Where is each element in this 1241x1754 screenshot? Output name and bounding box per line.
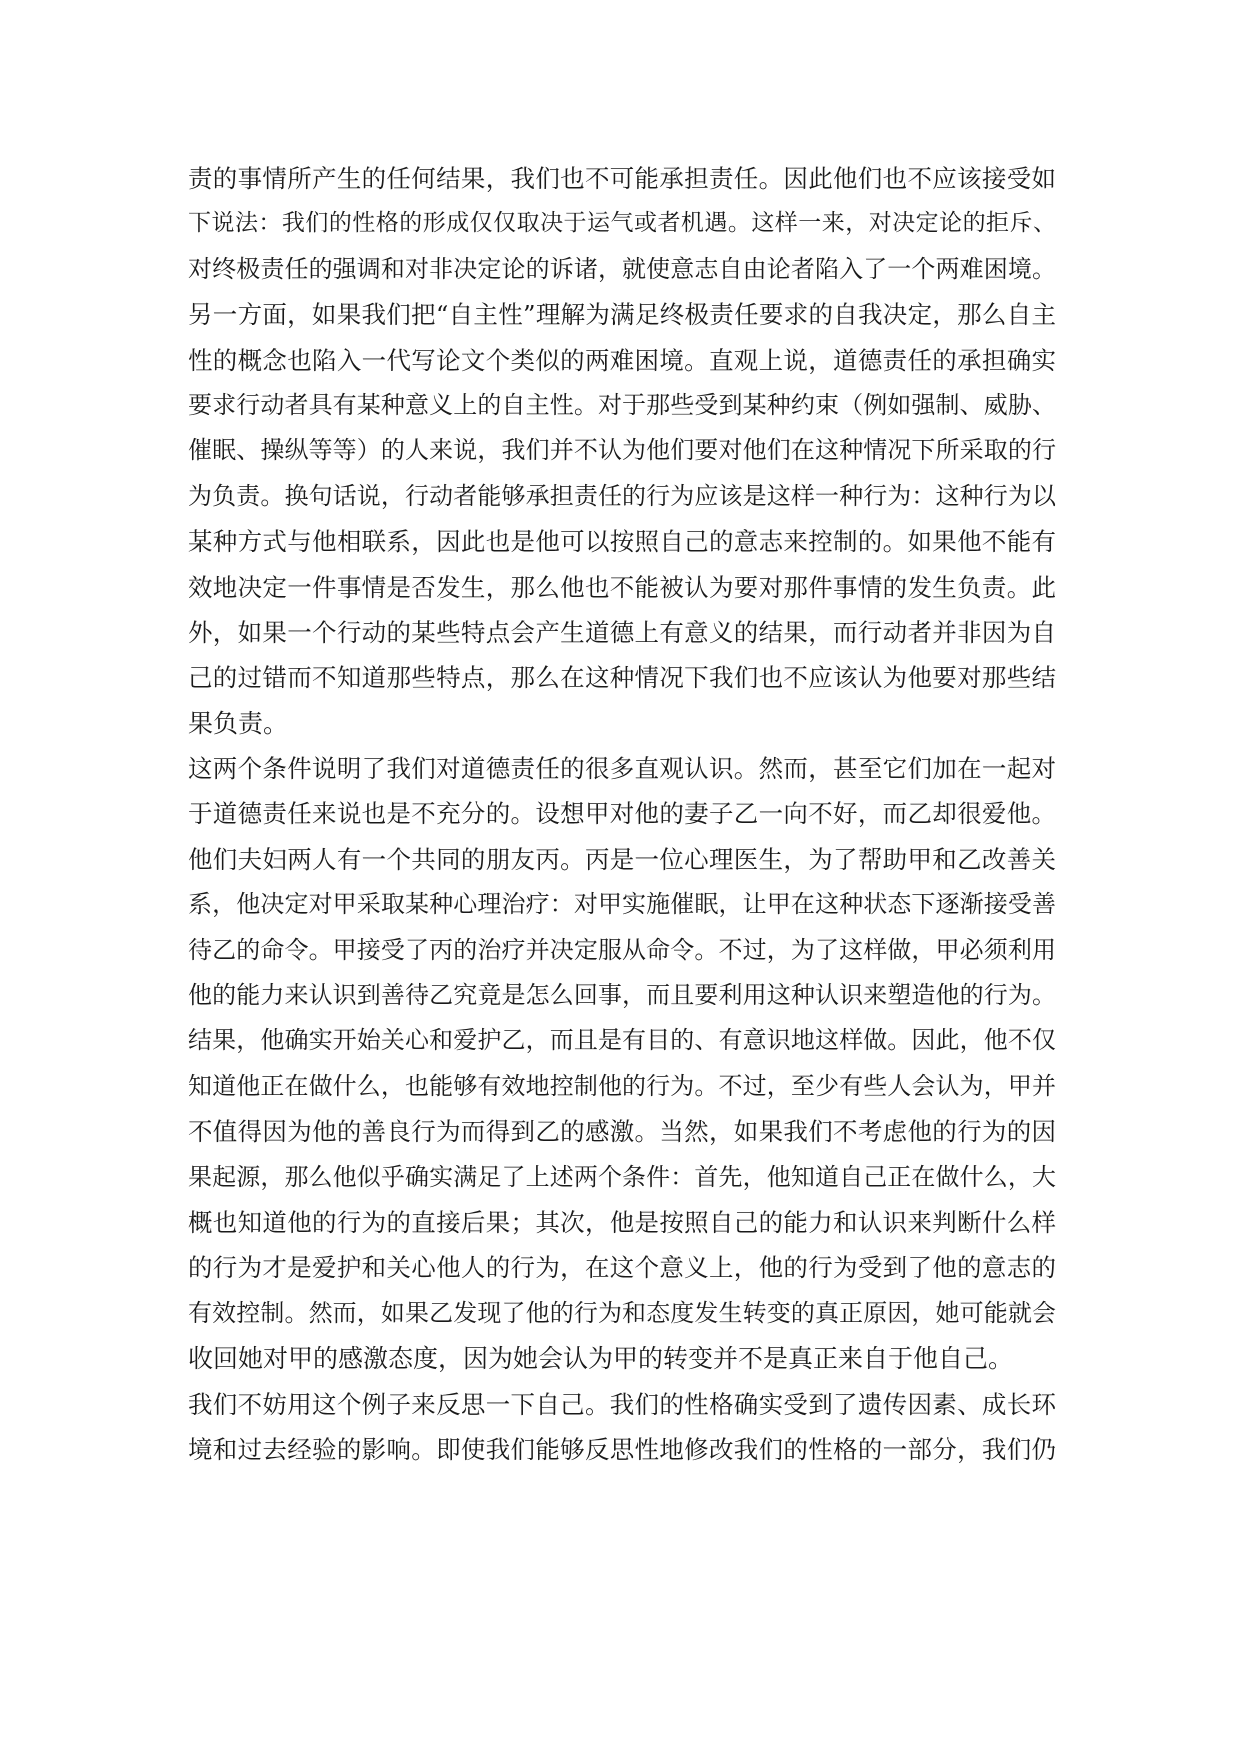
text-line: 他们夫妇两人有一个共同的朋友丙。丙是一位心理医生，为了帮助甲和乙改善关 xyxy=(188,844,1056,874)
text-line: 外，如果一个行动的某些特点会产生道德上有意义的结果，而行动者并非因为自 xyxy=(188,617,1056,647)
text-line: 收回她对甲的感激态度，因为她会认为甲的转变并不是真正来自于他自己。 xyxy=(188,1344,1014,1374)
text-line: 对终极责任的强调和对非决定论的诉诸，就使意志自由论者陷入了一个两难困境。 xyxy=(188,254,1056,283)
text-line: 果起源，那么他似乎确实满足了上述两个条件：首先，他知道自己正在做什么，大 xyxy=(188,1162,1056,1191)
text-line: 不值得因为他的善良行为而得到乙的感激。当然，如果我们不考虑他的行为的因 xyxy=(188,1117,1056,1147)
text-line: 的行为才是爱护和关心他人的行为，在这个意义上，他的行为受到了他的意志的 xyxy=(188,1253,1056,1283)
text-line: 这两个条件说明了我们对道德责任的很多直观认识。然而，甚至它们加在一起对 xyxy=(188,754,1056,784)
text-line: 效地决定一件事情是否发生，那么他也不能被认为要对那件事情的发生负责。此 xyxy=(188,572,1056,602)
text-line: 系，他决定对甲采取某种心理治疗：对甲实施催眠，让甲在这种状态下逐渐接受善 xyxy=(188,890,1056,919)
text-line: 有效控制。然而，如果乙发现了他的行为和态度发生转变的真正原因，她可能就会 xyxy=(188,1298,1056,1327)
text-line: 为负责。换句话说，行动者能够承担责任的行为应该是这样一种行为：这种行为以 xyxy=(188,481,1056,510)
text-line: 知道他正在做什么，也能够有效地控制他的行为。不过，至少有些人会认为，甲并 xyxy=(188,1071,1056,1100)
text-line: 要求行动者具有某种意义上的自主性。对于那些受到某种约束（例如强制、威胁、 xyxy=(188,390,1056,419)
text-line: 果负责。 xyxy=(188,708,289,738)
text-line: 另一方面，如果我们把“自主性”理解为满足终极责任要求的自我决定，那么自主 xyxy=(188,300,1056,330)
text-line: 性的概念也陷入一代写论文个类似的两难困境。直观上说，道德责任的承担确实 xyxy=(188,345,1056,375)
text-line: 我们不妨用这个例子来反思一下自己。我们的性格确实受到了遗传因素、成长环 xyxy=(188,1389,1056,1419)
text-line: 催眠、操纵等等）的人来说，我们并不认为他们要对他们在这种情况下所采取的行 xyxy=(188,436,1056,465)
paragraph-2 xyxy=(188,746,1056,1381)
text-line: 某种方式与他相联系，因此也是他可以按照自己的意志来控制的。如果他不能有 xyxy=(188,527,1056,557)
paragraph-3 xyxy=(188,1382,1056,1473)
text-line: 责的事情所产生的任何结果，我们也不可能承担责任。因此他们也不应该接受如 xyxy=(188,164,1056,193)
text-line: 于道德责任来说也是不充分的。设想甲对他的妻子乙一向不好，而乙却很爱他。 xyxy=(188,799,1056,829)
text-line: 结果，他确实开始关心和爱护乙，而且是有目的、有意识地这样做。因此，他不仅 xyxy=(188,1026,1056,1055)
text-line: 下说法：我们的性格的形成仅仅取决于运气或者机遇。这样一来，对决定论的拒斥、 xyxy=(188,210,1056,237)
paragraph-1 xyxy=(188,156,1056,746)
text-line: 他的能力来认识到善待乙究竟是怎么回事，而且要利用这种认识来塑造他的行为。 xyxy=(188,981,1056,1010)
text-line: 己的过错而不知道那些特点，那么在这种情况下我们也不应该认为他要对那些结 xyxy=(188,663,1056,693)
body-text xyxy=(188,156,1056,1472)
text-line: 待乙的命令。甲接受了丙的治疗并决定服从命令。不过，为了这样做，甲必须利用 xyxy=(188,935,1056,964)
text-line: 概也知道他的行为的直接后果；其次，他是按照自己的能力和认识来判断什么样 xyxy=(188,1207,1056,1237)
text-line: 境和过去经验的影响。即使我们能够反思性地修改我们的性格的一部分，我们仍 xyxy=(188,1434,1056,1464)
